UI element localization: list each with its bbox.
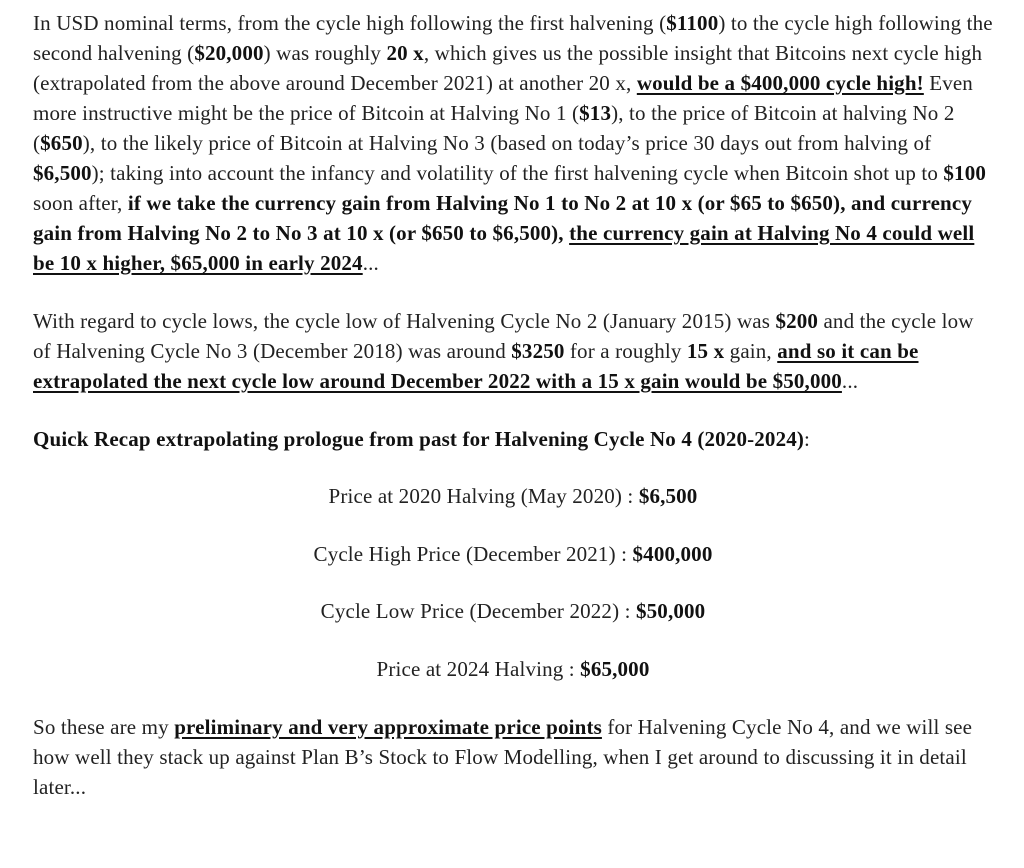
- text-run: , which gives us the possible insight that Bitcoins next cycle high (extrapolated from the above around December 2021) at another 20 x,: [33, 41, 983, 95]
- text-run: ); taking into account the infancy and volatility of the first halvening cycle when Bitcoin shot up to: [91, 161, 944, 185]
- article-body: [33, 8, 993, 802]
- paragraph-conclusion: [33, 712, 993, 802]
- recap-item-label: Price at 2024 Halving :: [376, 656, 581, 681]
- bold-value-1100: $1100: [666, 11, 719, 35]
- recap-heading: [33, 424, 993, 454]
- bold-value-200: $200: [775, 309, 819, 333]
- text-run: ) to the cycle high following the second halvening (: [33, 11, 993, 65]
- text-run: and the cycle low of Halvening Cycle No 3 (December 2018) was around: [33, 309, 974, 363]
- recap-item: [33, 539, 993, 569]
- bold-value-20000: $20,000: [194, 41, 264, 65]
- text-run: Even more instructive might be the price of Bitcoin at Halving No 1 (: [33, 71, 973, 125]
- paragraph-cycle-lows: [33, 306, 993, 396]
- text-run: ), to the price of Bitcoin at halving No 2 (: [33, 101, 955, 155]
- recap-item-value: $400,000: [632, 541, 713, 566]
- recap-item-label: Cycle High Price (December 2021) :: [313, 541, 633, 566]
- emphasis-cycle-high-400000: would be a $400,000 cycle high!: [636, 71, 924, 95]
- bold-value-650: $650: [40, 131, 83, 155]
- recap-item: [33, 596, 993, 626]
- bold-value-13: $13: [579, 101, 612, 125]
- text-run: ), to the likely price of Bitcoin at Halving No 3 (based on today’s price 30 days out from halving of: [82, 131, 932, 155]
- bold-value-3250: $3250: [511, 339, 565, 363]
- paragraph-cycle-highs: [33, 8, 993, 278]
- text-run: for a roughly: [564, 339, 687, 363]
- recap-item: [33, 654, 993, 684]
- emphasis-preliminary-price-points: preliminary and very approximate price points: [174, 714, 602, 739]
- emphasis-cycle-low-50000: and so it can be extrapolated the next cycle low around December 2022 with a 15 x gain would be $50,000: [33, 339, 919, 393]
- recap-item-label: Cycle Low Price (December 2022) :: [320, 599, 636, 623]
- bold-value-6500: $6,500: [33, 161, 92, 185]
- text-run: soon after,: [33, 191, 128, 215]
- recap-heading-colon: :: [804, 427, 811, 451]
- text-run: In USD nominal terms, from the cycle high following the first halvening (: [33, 11, 667, 35]
- recap-item-value: $6,500: [638, 484, 698, 508]
- recap-item-value: $50,000: [636, 599, 706, 623]
- emphasis-halving-4-65000: the currency gain at Halving No 4 could well be 10 x higher, $65,000 in early 2024: [33, 221, 975, 275]
- recap-item-value: $65,000: [580, 656, 650, 681]
- bold-currency-gain-statement: if we take the currency gain from Halving No 1 to No 2 at 10 x (or $65 to $650), and currency gain from Halving No 2 to No 3 at 10 x (or $650 to $6,500),: [33, 191, 972, 245]
- text-run: gain,: [724, 339, 778, 363]
- bold-value-100: $100: [943, 161, 987, 185]
- bold-multiplier-15x: 15 x: [686, 339, 725, 363]
- text-run: for Halvening Cycle No 4, and we will see how well they stack up against Plan B’s Stock to Flow Modelling, when I get around to discussing it in detail later...: [33, 714, 973, 799]
- recap-heading-text: Quick Recap extrapolating prologue from past for Halvening Cycle No 4 (2020-2024): [33, 427, 805, 451]
- text-run: With regard to cycle lows, the cycle low of Halvening Cycle No 2 (January 2015) was: [33, 309, 776, 333]
- ellipsis: ...: [841, 369, 859, 393]
- bold-multiplier-20x: 20 x: [386, 41, 424, 65]
- text-run: So these are my: [33, 714, 175, 739]
- recap-item: [33, 481, 993, 511]
- ellipsis: ...: [362, 251, 379, 275]
- text-run: ) was roughly: [263, 41, 387, 65]
- recap-item-label: Price at 2020 Halving (May 2020) :: [328, 484, 639, 508]
